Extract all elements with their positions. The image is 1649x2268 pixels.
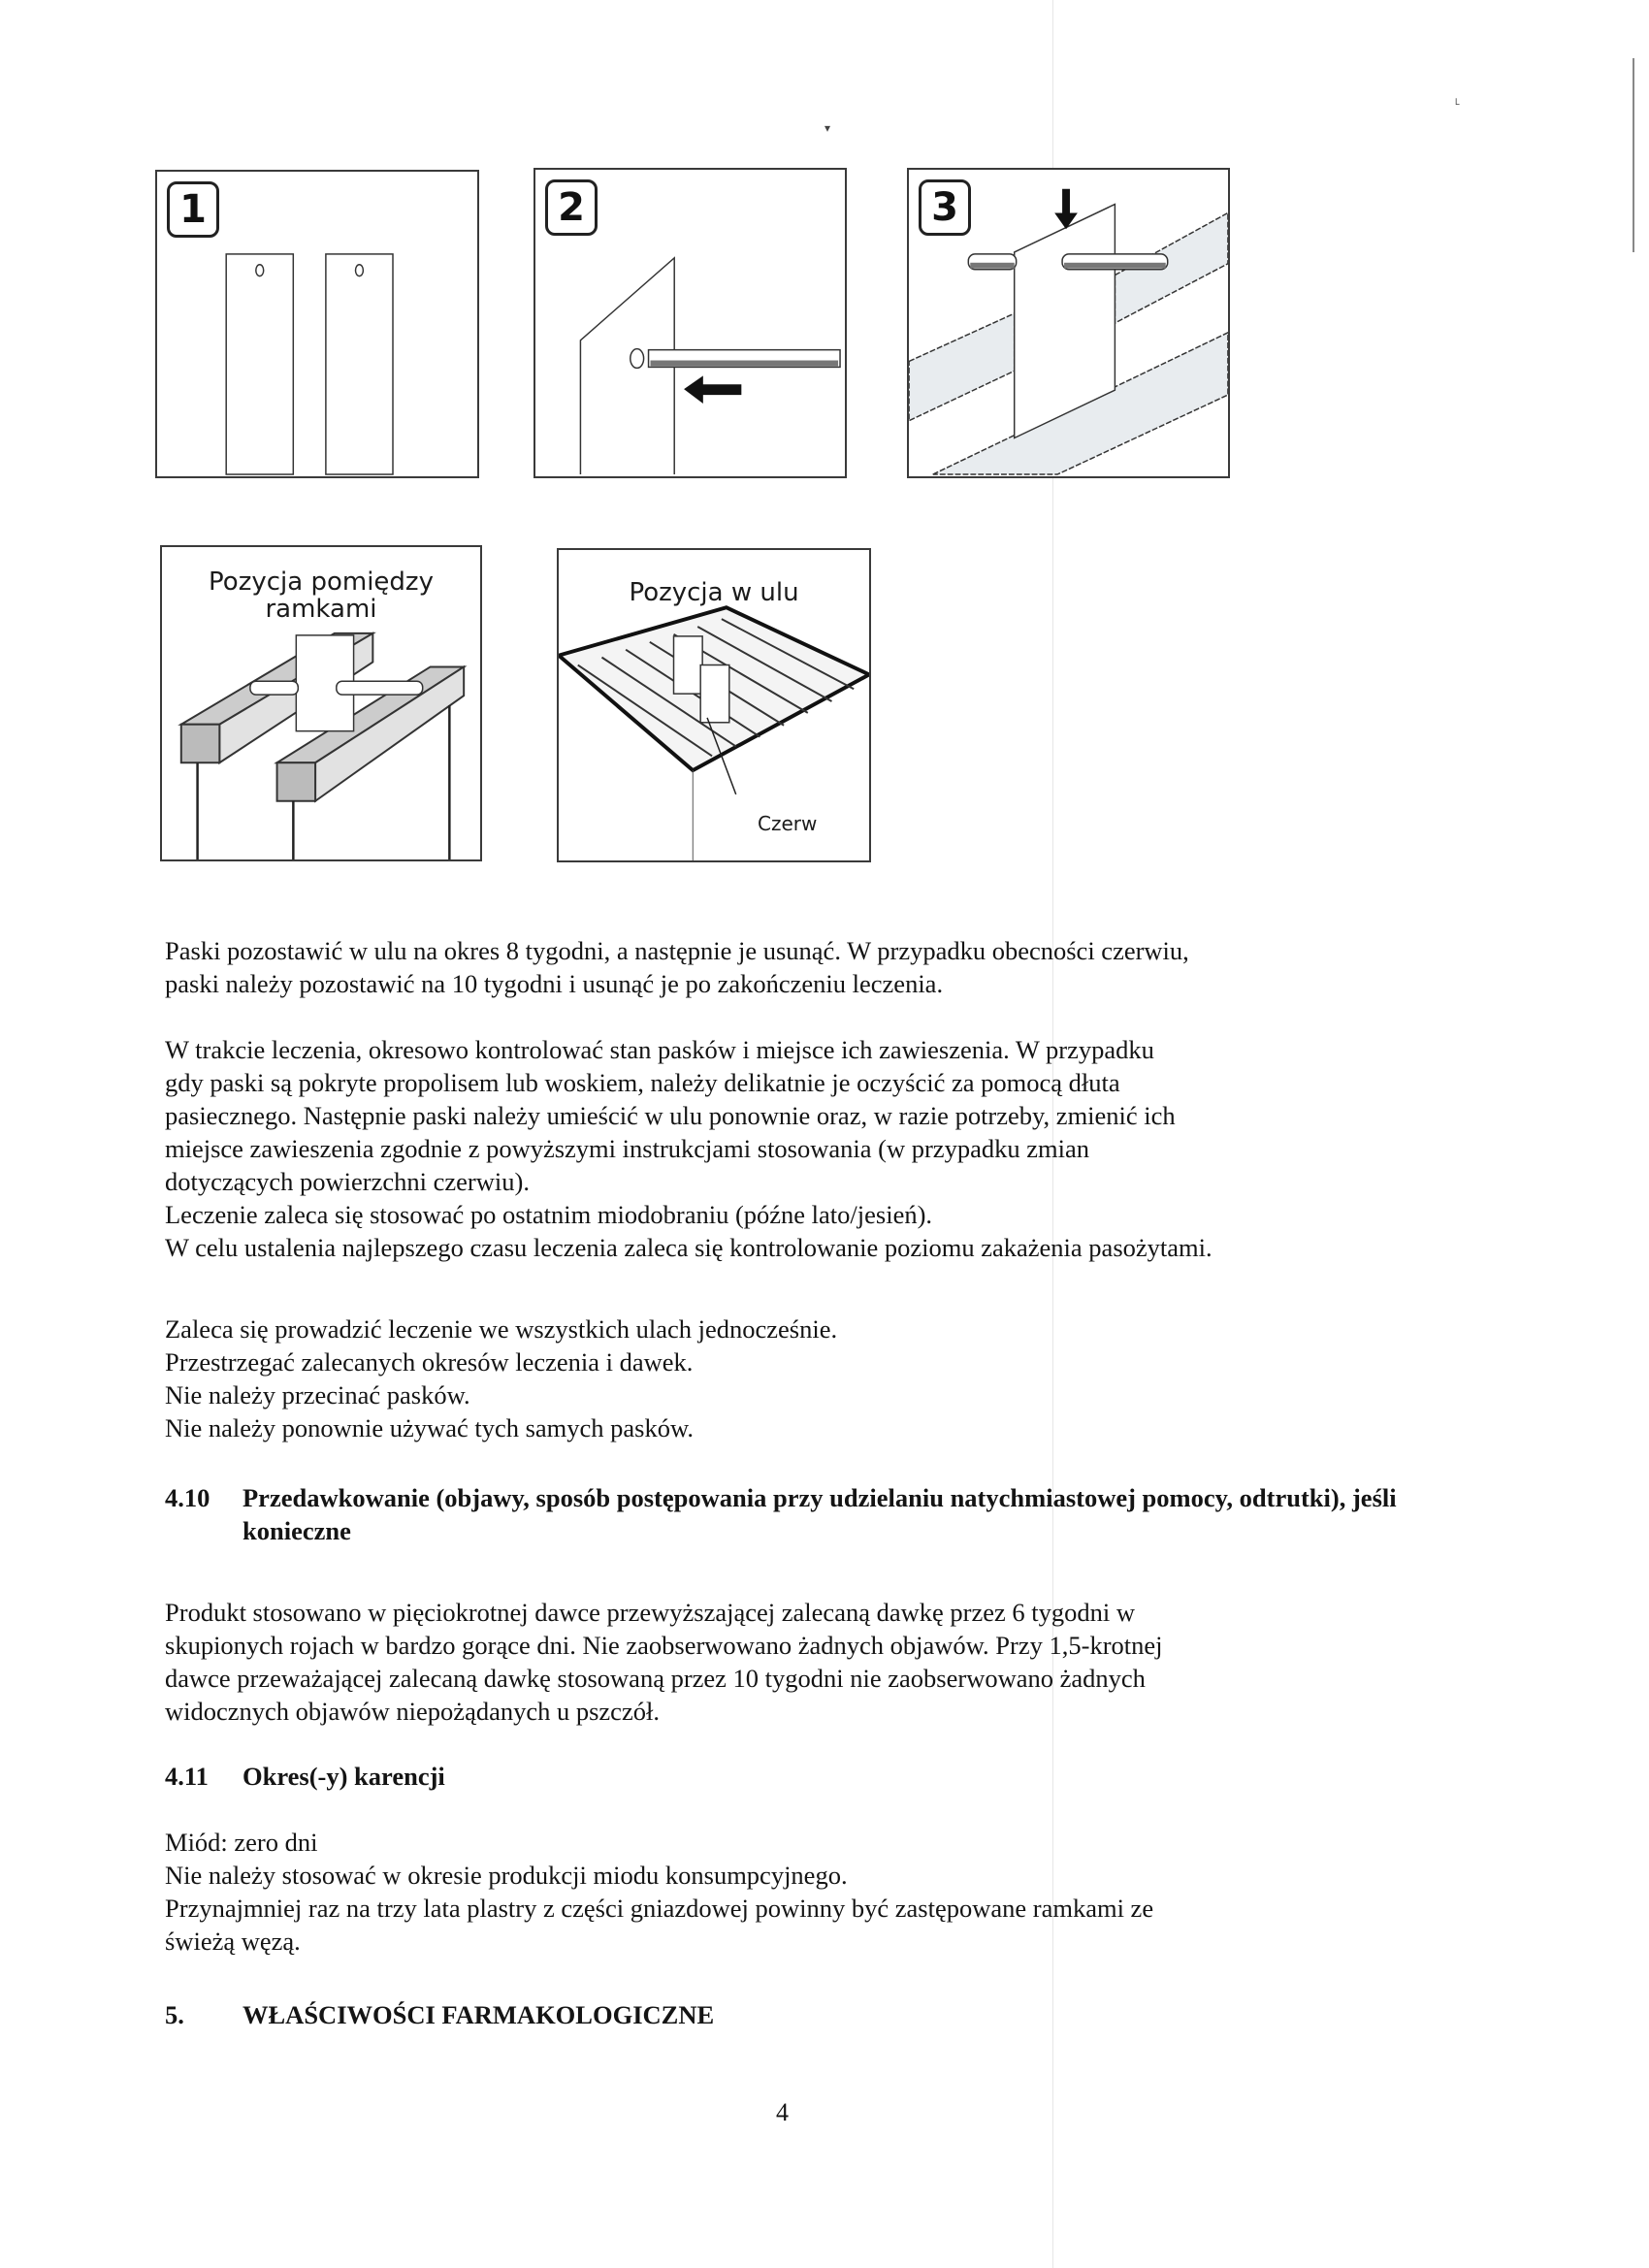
section-heading-5	[165, 1998, 1455, 2031]
text-line: Przestrzegać zalecanych okresów leczenia i dawek.	[165, 1347, 694, 1377]
caption-line-1: Pozycja pomiędzy	[209, 567, 434, 597]
text-line: Zaleca się prowadzić leczenie we wszystkich ulach jednocześnie.	[165, 1314, 838, 1344]
section-title: Okres(-y) karencji	[242, 1762, 445, 1791]
text-line: pasiecznego. Następnie paski należy umieścić w ulu ponownie oraz, w razie potrzeby, zmienić ich	[165, 1101, 1176, 1130]
strips-illustration	[157, 172, 477, 476]
text-line: widocznych objawów niepożądanych u pszczół.	[165, 1697, 660, 1726]
text-line: W trakcie leczenia, okresowo kontrolować stan pasków i miejsce ich zawieszenia. W przypadku	[165, 1035, 1154, 1064]
text-line: dawce przeważającej zalecaną dawkę stosowaną przez 10 tygodni nie zaobserwowano żadnych	[165, 1664, 1146, 1693]
scan-edge-line	[1633, 58, 1634, 252]
hive-top-illustration	[559, 550, 869, 860]
paragraph-precautions	[165, 1312, 1426, 1444]
section-title: WŁAŚCIWOŚCI FARMAKOLOGICZNE	[242, 2000, 715, 2029]
caption-line-2: ramkami	[265, 595, 377, 624]
text-line: gdy paski są pokryte propolisem lub woskiem, należy delikatnie je oczyścić za pomocą dłuta	[165, 1068, 1120, 1097]
text-line: Produkt stosowano w pięciokrotnej dawce przewyższającej zalecaną dawkę przez 6 tygodni w	[165, 1598, 1135, 1627]
step-badge-1: 1	[167, 181, 219, 238]
section-number: 5.	[165, 2000, 184, 2029]
brood-label: Czerw	[758, 812, 818, 835]
strip-insertion-illustration	[535, 170, 845, 476]
figure-caption: Pozycja w ulu	[629, 578, 799, 607]
paragraph-monitoring	[165, 1033, 1426, 1264]
text-line: W celu ustalenia najlepszego czasu leczenia zaleca się kontrolowanie poziomu zakażenia pasożytami.	[165, 1233, 1212, 1262]
text-line: Nie należy ponownie używać tych samych pasków.	[165, 1413, 695, 1442]
figure-step-1	[155, 170, 479, 478]
step-badge-3: 3	[919, 179, 971, 236]
paragraph-withdrawal-period	[165, 1826, 1426, 1958]
frames-illustration	[162, 547, 480, 859]
text-line: Nie należy przecinać pasków.	[165, 1380, 470, 1409]
paragraph-treatment-duration	[165, 934, 1426, 1000]
page-number: 4	[776, 2098, 789, 2126]
section-number: 4.10	[165, 1483, 210, 1512]
scan-speck: ˪	[1455, 92, 1461, 109]
figure-position-between-frames	[160, 545, 482, 861]
arrow-left-icon	[684, 375, 741, 404]
text-line: paski należy pozostawić na 10 tygodni i usunąć je po zakończeniu leczenia.	[165, 969, 944, 998]
text-line: skupionych rojach w bardzo gorące dni. Nie zaobserwowano żadnych objawów. Przy 1,5-krotnej	[165, 1631, 1163, 1660]
scan-speck: ▾	[824, 121, 831, 135]
text-line: Przynajmniej raz na trzy lata plastry z części gniazdowej powinny być zastępowane ramkami ze	[165, 1894, 1154, 1923]
section-number: 4.11	[165, 1762, 209, 1791]
text-line: Miód: zero dni	[165, 1828, 318, 1857]
strip-hanging-illustration	[909, 170, 1228, 476]
section-heading-4-10	[165, 1481, 1455, 1547]
text-line: świeżą węzą.	[165, 1927, 301, 1956]
text-line: Paski pozostawić w ulu na okres 8 tygodni, a następnie je usunąć. W przypadku obecności czerwiu,	[165, 936, 1189, 965]
text-line: dotyczących powierzchni czerwiu).	[165, 1167, 530, 1196]
text-line: Nie należy stosować w okresie produkcji miodu konsumpcyjnego.	[165, 1861, 848, 1890]
section-heading-4-11	[165, 1760, 1455, 1793]
text-line: Leczenie zaleca się stosować po ostatnim miodobraniu (późne lato/jesień).	[165, 1200, 933, 1229]
figure-step-3	[907, 168, 1230, 478]
section-title: Przedawkowanie (objawy, sposób postępowania przy udzielaniu natychmiastowej pomocy, odtrutki), jeśli konieczne	[242, 1483, 1397, 1545]
figure-step-2	[534, 168, 847, 478]
paragraph-overdose	[165, 1596, 1426, 1728]
text-line: miejsce zawieszenia zgodnie z powyższymi instrukcjami stosowania (w przypadku zmian	[165, 1134, 1089, 1163]
step-badge-2: 2	[545, 179, 598, 236]
figure-position-in-hive	[557, 548, 871, 862]
